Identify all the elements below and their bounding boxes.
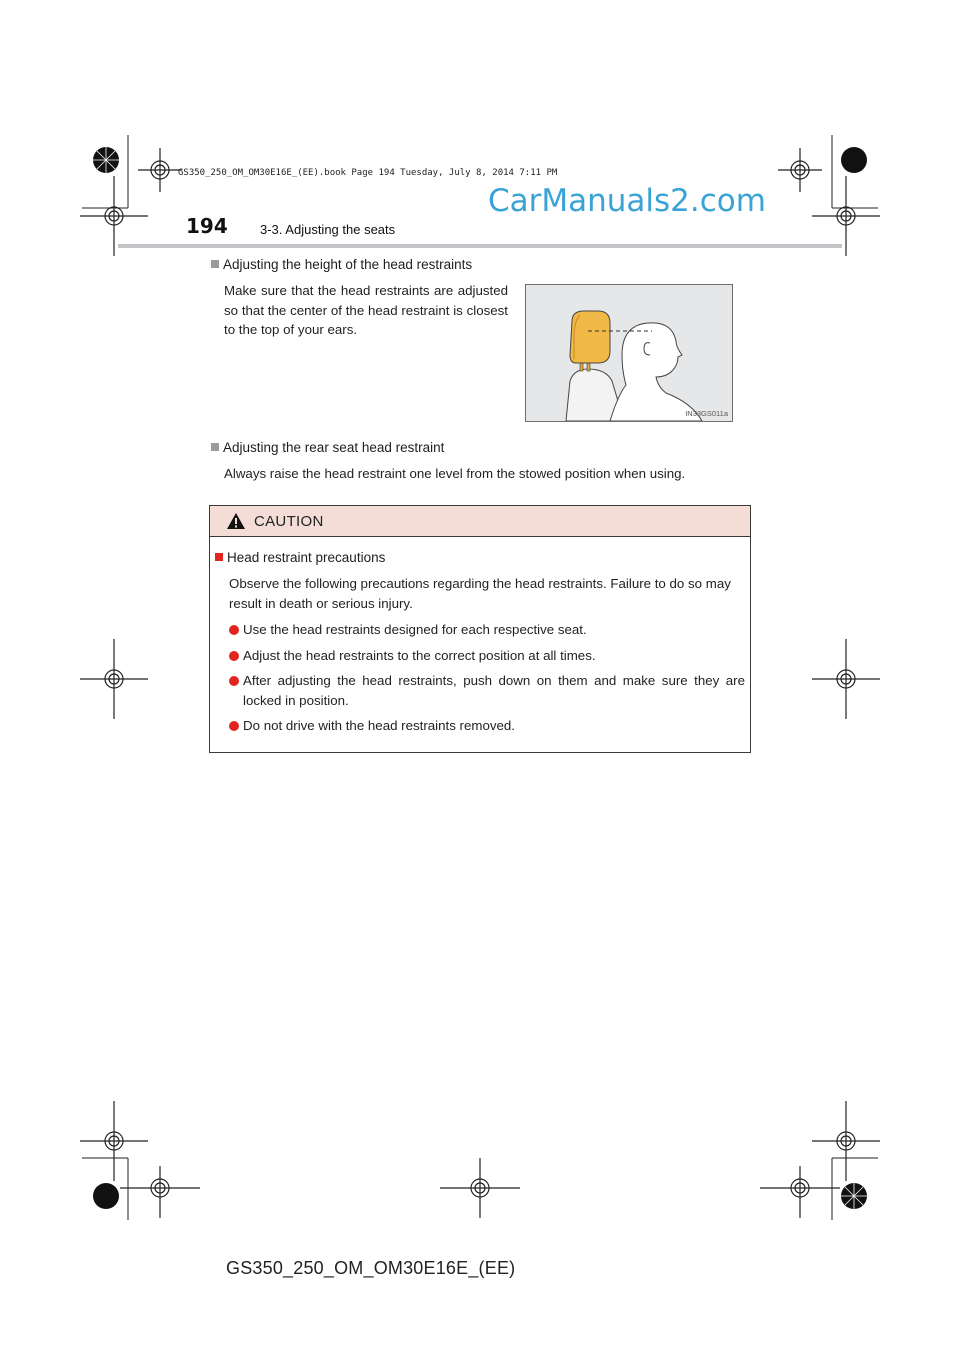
figure-code: IN33GS011a <box>685 409 728 418</box>
section-text-rear: Always raise the head restraint one level from the stowed position when using. <box>224 466 686 481</box>
heading-square-icon <box>215 553 223 561</box>
caution-heading-text: Head restraint precautions <box>227 550 386 565</box>
caution-heading <box>215 550 385 565</box>
head-restraint-illustration <box>525 284 733 422</box>
bullet-dot-icon <box>229 625 239 635</box>
page-number: 194 <box>186 214 228 238</box>
caution-intro: Observe the following precautions regarding the head restraints. Failure to do so may result in death or serious injury. <box>229 576 731 611</box>
heading-text: Adjusting the rear seat head restraint <box>223 440 445 455</box>
print-info-line: GS350_250_OM_OM30E16E_(EE).book Page 194 Tuesday, July 8, 2014 7:11 PM <box>178 168 558 178</box>
footer-doc-id: GS350_250_OM_OM30E16E_(EE) <box>226 1258 516 1278</box>
caution-box <box>209 505 751 753</box>
bullet-dot-icon <box>229 676 239 686</box>
bullet-dot-icon <box>229 721 239 731</box>
section-title: 3-3. Adjusting the seats <box>260 222 396 237</box>
bullet-dot-icon <box>229 651 239 661</box>
caution-bullet: Do not drive with the head restraints removed. <box>229 716 745 736</box>
section-heading-rear <box>211 440 444 455</box>
header-rule <box>118 244 842 248</box>
section-heading-height <box>211 257 472 272</box>
caution-header <box>210 506 750 537</box>
seat-figure-icon <box>526 285 732 421</box>
section-text-height: Make sure that the head restraints are adjusted so that the center of the head restraint is closest to the top of your ears. <box>224 283 508 337</box>
caution-bullet: Adjust the head restraints to the correct position at all times. <box>229 646 745 666</box>
heading-square-icon <box>211 260 219 268</box>
caution-bullet: After adjusting the head restraints, push down on them and make sure they are locked in position. <box>229 671 745 711</box>
heading-square-icon <box>211 443 219 451</box>
watermark-text: CarManuals2.com <box>488 183 766 219</box>
caution-bullet: Use the head restraints designed for each respective seat. <box>229 620 745 640</box>
caution-label: CAUTION <box>254 513 324 530</box>
heading-text: Adjusting the height of the head restraints <box>223 257 473 272</box>
warning-triangle-icon <box>226 512 246 530</box>
